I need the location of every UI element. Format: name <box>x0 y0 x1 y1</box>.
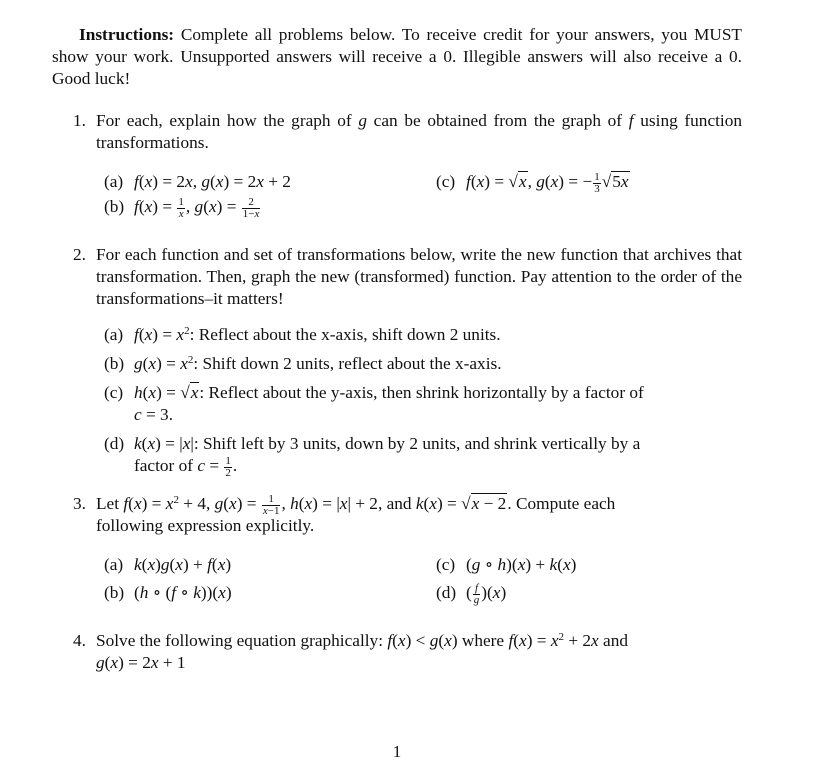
instructions-paragraph <box>52 24 742 89</box>
problem-3-text: Let $f(x) = x^2 + 4$, g(x) = $\frac{1}{x-1}$ , h(x) = |x| + 2, and k(x) = √x − 2. Compute each <box>96 492 616 517</box>
problem-3b: (b) (h ∘ (f ∘ k))(x) <box>104 583 232 602</box>
instructions-heading: Instructions: <box>79 25 175 44</box>
page-number: 1 <box>392 742 402 761</box>
problem-1c: (c) f(x) = √x, g(x) = − $\frac{1}{3}$ √5x <box>436 170 629 195</box>
problem-1-text: For each, explain how the graph of g can be obtained from the graph of f using function transformations. <box>96 111 743 152</box>
problem-2b: (b) $g(x) = x^2$: Shift down 2 units, reflect about the x-axis. <box>104 354 502 373</box>
problem-2c-cont: c = 3. <box>134 405 174 424</box>
problem-4-text: Solve the following equation graphically: f(x) < g(x) where $f(x) = x^2 + 2x$ and <box>96 631 628 650</box>
problem-1-number: 1. <box>73 111 86 130</box>
problem-2c: (c) h(x) = √x: Reflect about the y-axis, then shrink horizontally by a factor of <box>104 383 644 402</box>
problem-1a: (a) f(x) = 2x, g(x) = 2x + 2 <box>104 172 291 191</box>
problem-1b: (b) f(x) = $\frac{1}{x}$ , g(x) = $\frac{2}{1-x}$ <box>104 195 260 220</box>
problem-2-text: For each function and set of transformations below, write the new function that archives that transformation. Then, graph the new (transformed) function. Pay attention to the order of the transformations–it matters! <box>96 245 742 308</box>
problem-2-number: 2. <box>73 245 86 264</box>
problem-3a: (a) k(x)g(x) + f(x) <box>104 555 232 574</box>
problem-3-text-line2: following expression explicitly. <box>96 516 315 535</box>
problem-2d-cont: factor of c = $\frac{1}{2}$ . <box>134 454 238 479</box>
problem-4-text-line2: g(x) = 2x + 1 <box>96 653 186 672</box>
problem-2d: (d) k(x) = |x|: Shift left by 3 units, down by 2 units, and shrink vertically by a <box>104 434 641 453</box>
problem-3c: (c) (g ∘ h)(x) + k(x) <box>436 555 577 574</box>
problem-3-number: 3. <box>73 494 86 513</box>
problem-2a: (a) $f(x) = x^2$: Reflect about the x-axis, shift down 2 units. <box>104 325 501 344</box>
problem-4-number: 4. <box>73 631 86 650</box>
instructions-text: Complete all problems below. To receive credit for your answers, you MUST show your work. Unsupported answers will receive a 0. Illegible answers will also receive a 0. Good luck! <box>52 25 742 88</box>
problem-3d: (d) ( $\frac{f}{g}$ )(x) <box>436 581 507 606</box>
